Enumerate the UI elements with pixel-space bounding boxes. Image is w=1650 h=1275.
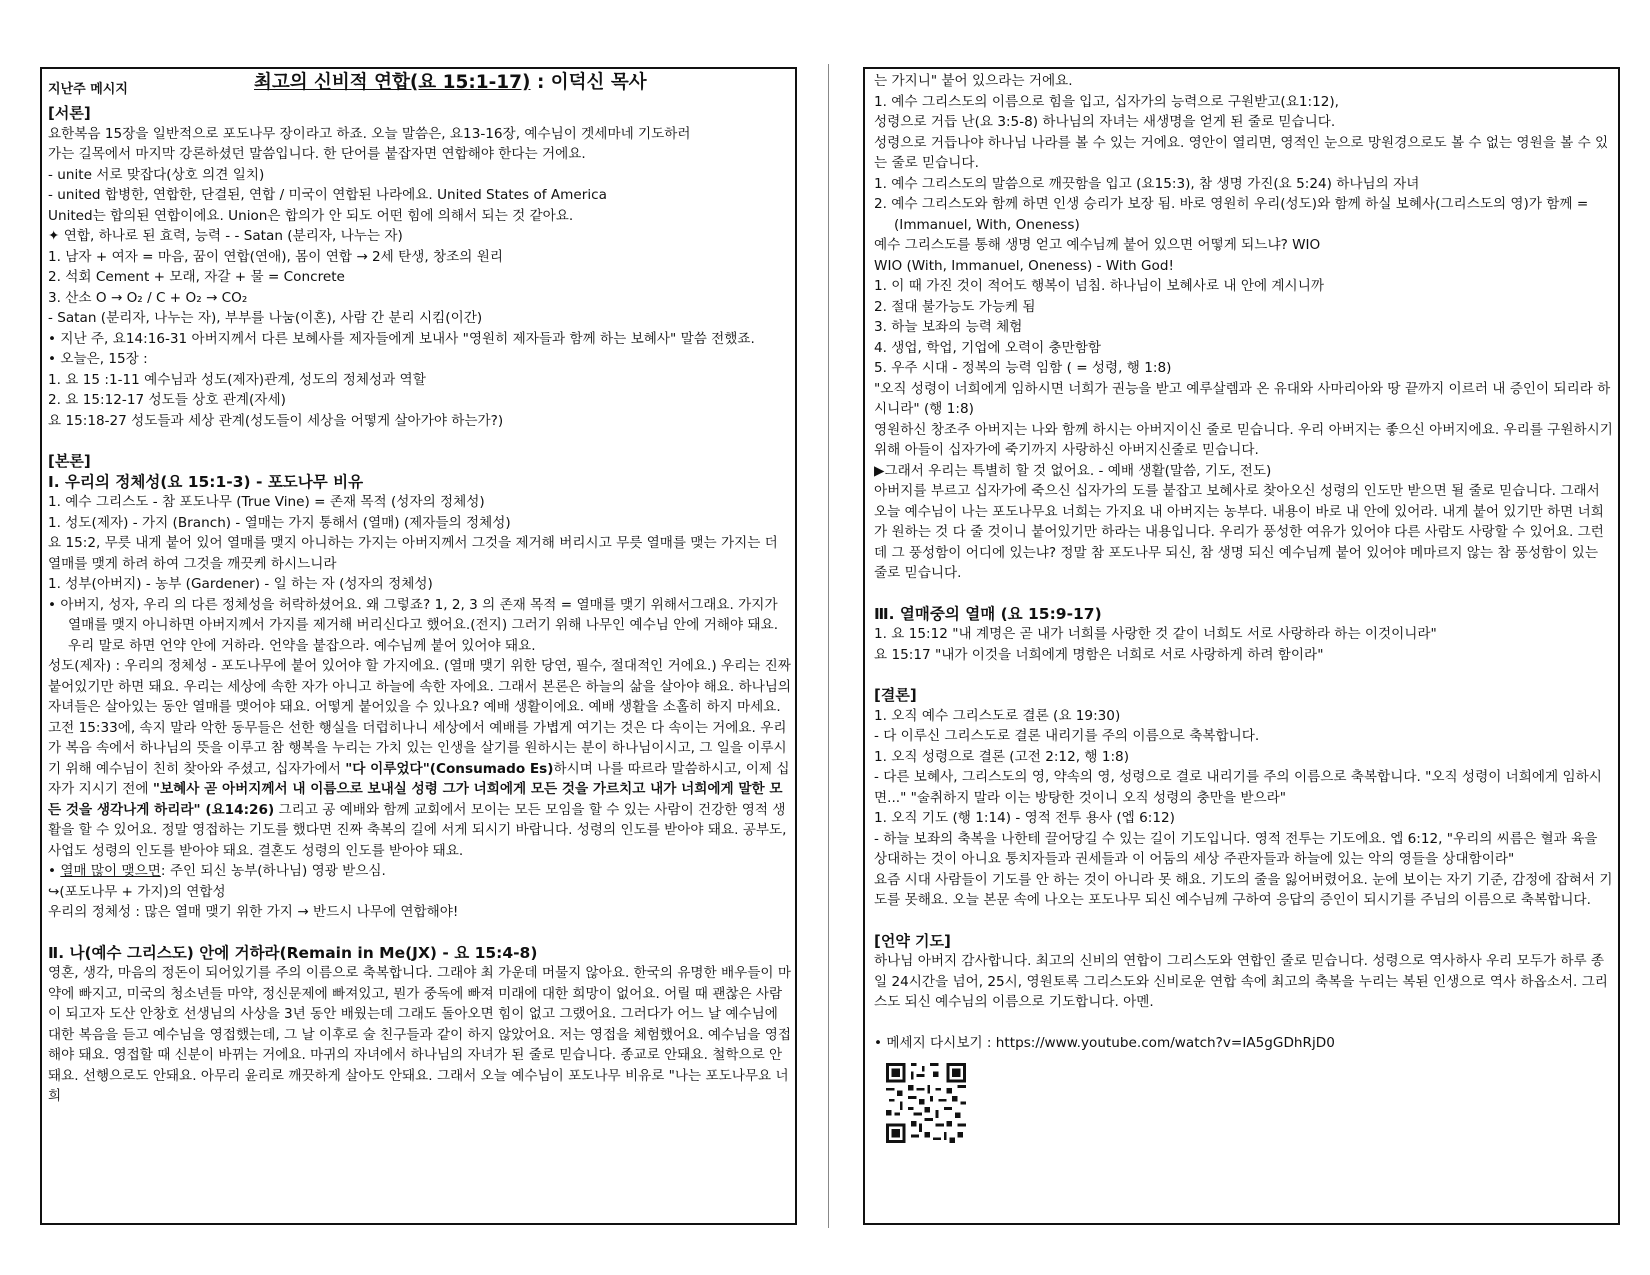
section-1-line: 1. 예수 그리스도 - 참 포도나무 (True Vine) = 존재 목적 (성자의 정체성) xyxy=(48,494,485,510)
sermon-title-text: 최고의 신비적 연합(요 15:1-17) xyxy=(254,72,531,93)
point-line: 1. 예수 그리스도의 이름으로 힘을 입고, 십자가의 능력으로 구원받고(요1:12), xyxy=(874,93,1339,110)
section-3-line: 1. 요 15:12 "내 계명은 곧 내가 너희를 사랑한 것 같이 너희도 서로 사랑하라 하는 이것이니라" xyxy=(874,626,1437,642)
intro-line: - united 합병한, 연합한, 단결된, 연합 / 미국이 연합된 나라에요. United States of America xyxy=(48,187,607,203)
intro-line: ✦ 연합, 하나로 된 효력, 능력 - - Satan (분리자, 나누는 자) xyxy=(48,228,403,244)
qr-code[interactable] xyxy=(886,1063,966,1143)
identity-text: 성도(제자) : 우리의 정체성 - 포도나무에 붙어 있어야 할 가지에요. (열매 맺기 위한 당연, 필수, 절대적인 거에요.) 우리는 진짜 붙어있기만 하면 돼요. 우리는 세상에 속한 자가 아니고 하늘에 속한 자에요. 그래서 본론은 하늘의 삶을 살아야 해요. 하나님의 자녀들은 살아있는 동안 열매를 맺어야 돼요. 어떻게 붙어있을 수 있나요? 예배 생활이에요. 예배 생활을 소홀히 하지 마세요. 고전 15:33에, 속지 말라 악한 동무들은 선한 행실을 더럽히나니 세상에서 예배를 가볍게 여기는 것은 다 속이는 거에요. 우리가 복음 속에서 하나님의 뜻을 이루고 참 행복을 누리는 가치 있는 인생을 살기를 원하시는 분이 하나님이시고, 그 일을 이루시기 위해 예수님이 친히 찾아와 주셨고, 십자가에서 xyxy=(48,658,791,777)
replay-link[interactable]: • 메세지 다시보기 : https://www.youtube.com/watch?v=IA5gGDhRjD0 xyxy=(874,1034,1335,1051)
left-column xyxy=(40,67,797,1225)
acts-quote: "오직 성령이 너희에게 임하시면 너희가 권능을 받고 예루살렘과 온 유대와 사마리아와 땅 끝까지 이르러 내 증인이 되리라 하시니라" (행 1:8) xyxy=(874,380,1611,417)
conclusion-line: 1. 오직 성령으로 결론 (고전 2:12, 행 1:8) xyxy=(874,748,1129,765)
intro-line: 요 15:18-27 성도들과 세상 관계(성도들이 세상을 어떻게 살아가야 하는가?) xyxy=(48,412,504,429)
special-line: ▶그래서 우리는 특별히 할 것 없어요. - 예배 생활(말씀, 기도, 전도) xyxy=(874,462,1272,479)
intro-line: United는 합의된 연합이에요. Union은 합의가 안 되도 어떤 힘에 의해서 되는 것 같아요. xyxy=(48,207,574,224)
identity-text-mid: 하시며 나를 따르라 말씀하시고, 이제 십자가 지시기 전에 xyxy=(48,760,790,797)
point-line: WIO (With, Immanuel, Oneness) - With God! xyxy=(874,257,1174,274)
conclusion-heading: [결론] xyxy=(874,686,917,704)
identity-bold-verse: "보혜사 곧 아버지께서 내 이름으로 보내실 성령 그가 너희에게 모든 것을 가르치고 내가 너희에게 말한 모든 것을 생각나게 하리라" (요14:26) xyxy=(48,781,783,818)
identity-paragraph xyxy=(48,656,791,861)
section-3-line: 요 15:17 "내가 이것을 너희에게 명함은 너희로 서로 사랑하게 하려 함이라" xyxy=(874,646,1324,663)
conclusion-prayer: - 하늘 보좌의 축복을 나한테 끌어당길 수 있는 길이 기도입니다. 영적 전투는 기도에요. 엡 6:12, "우리의 씨름은 혈과 육을 상대하는 것이 아니요 통치자들과 권세들과 이 어둠의 세상 주관자들과 하늘에 있는 악의 영들을 상대함이라" xyxy=(874,830,1598,867)
conclusion-prayer-heading: 1. 오직 기도 (행 1:14) - 영적 전투 용사 (엡 6:12) xyxy=(874,810,1175,826)
point-paragraph: 성령으로 거듭나야 하나님 나라를 볼 수 있는 거에요. 영안이 열리면, 영적인 눈으로 망원경으로도 볼 수 없는 영원을 볼 수 있는 줄로 믿습니다. xyxy=(874,134,1609,171)
list-item: 2. 절대 불가능도 가능케 됨 xyxy=(874,298,1036,315)
speaker: : 이덕신 목사 xyxy=(536,72,647,93)
abide-paragraph: 아버지를 부르고 십자가에 죽으신 십자가의 도를 붙잡고 보혜사로 찾아오신 성령의 인도만 받으면 될 줄로 믿습니다. 그래서 오늘 예수님이 나는 포도나무요 너희는 가지요 내 아버지는 농부다. 내용이 바로 내 안에 있어라. 내게 붙어 있기만 하면 너희가 원하는 것 다 줄 것이니 붙어있기만 하라는 내용입니다. 우리가 풍성한 여유가 있어야 다른 사람도 사랑할 수 있어요. 그런데 그 풍성함이 어디에 있는냐? 정말 참 포도나무 되신, 참 생명 되신 예수님께 붙어 있어야 메마르지 않는 참 풍성함이 있는 줄로 믿습니다. xyxy=(874,483,1604,581)
intro-line: 2. 요 15:12-17 성도들 상호 관계(자세) xyxy=(48,392,286,408)
section-1-heading: Ⅰ. 우리의 정체성(요 15:1-3) - 포도나무 비유 xyxy=(48,472,364,491)
intro-line: • 오늘은, 15장 : xyxy=(48,351,148,367)
intro-line: 2. 석회 Cement + 모래, 자갈 + 물 = Concrete xyxy=(48,269,345,285)
intro-line: - Satan (분리자, 나누는 자), 부부를 나눔(이혼), 사람 간 분리 시킴(이간) xyxy=(48,310,483,326)
fruit-bullet: • 열매 많이 맺으면: 주인 되신 농부(하나님) 영광 받으심. xyxy=(48,863,386,879)
identity-bold-quote: "다 이루었다"(Consumado Es) xyxy=(345,760,554,777)
section-1-bullet: • 아버지, 성자, 우리 의 다른 정체성을 허락하셨어요. 왜 그렇죠? 1, 2, 3 의 존재 목적 = 열매를 맺기 위해서그래요. 가지가 열매를 맺지 아니하면 아버지께서 가지를 제거해 버리신다고 했어요.(전지) 그러기 위해 나무인 예수님 안에 거해야 돼요. 우리 말로 하면 언약 안에 거하라. 언약을 붙잡으라. 예수님께 붙어 있어야 돼요. xyxy=(48,596,779,654)
list-item: 3. 하늘 보좌의 능력 체험 xyxy=(874,319,1023,335)
union-line: ↪(포도나무 + 가지)의 연합성 xyxy=(48,883,226,900)
conclusion-today: 요즘 시대 사람들이 기도를 안 하는 것이 아니라 못 해요. 기도의 줄을 잃어버렸어요. 눈에 보이는 자기 기준, 감정에 잡혀서 기도를 못해요. 오늘 본문 속에 나오는 포도나무 되신 예수님께 구하여 응답의 증인이 되시기를 주님의 이름으로 축복합니다. xyxy=(874,871,1613,908)
point-paragraph: 2. 예수 그리스도와 함께 하면 인생 승리가 보장 됨. 바로 영원히 우리(성도)와 함께 하실 보혜사(그리스도의 영)가 함께 = (Immanuel, With, Oneness) xyxy=(874,196,1589,233)
section-2-heading: Ⅱ. 나(예수 그리스도) 안에 거하라(Remain in Me(JX) - 요 15:4-8) xyxy=(48,943,538,962)
sermon-title xyxy=(254,73,647,94)
section-2-paragraph: 영혼, 생각, 마음의 정돈이 되어있기를 주의 이름으로 축복합니다. 그래야 최 가운데 머물지 않아요. 한국의 유명한 배우들이 마약에 빠지고, 미국의 청소년들 마약, 정신문제에 빠져있고, 뭔가 중독에 빠져 미래에 대한 희망이 없어요. 어릴 때 괜찮은 사람이 되고자 도산 안창호 선생님의 사상을 3년 동안 배웠는데 그래도 돌아오면 힘이 없고 그랬어요. 그러다가 어느 날 예수님에 대한 복음을 듣고 예수님을 영접했는데, 그 날 이후로 술 친구들과 같이 하지 않았어요. 저는 영접을 체험했어요. 예수님을 영접해야 돼요. 영접할 때 신분이 바뀌는 거에요. 마귀의 자녀에서 하나님의 자녀가 된 줄로 믿습니다. 종교로 안돼요. 철학으로 안돼요. 선행으로도 안돼요. 아무리 윤리로 깨끗하게 살아도 안돼요. 그래서 오늘 예수님이 포도나무 비유로 "나는 포도나무요 너희 xyxy=(48,965,791,1104)
intro-line: 3. 산소 O → O₂ / C + O₂ → CO₂ xyxy=(48,289,248,306)
covenant-prayer: 하나님 아버지 감사합니다. 최고의 신비의 연합이 그리스도와 연합인 줄로 믿습니다. 성령으로 역사하사 우리 모두가 하루 종일 24시간을 넘어, 25시, 영원토록 그리스도와 신비로운 연합 속에 최고의 축복을 누리는 복된 인생으로 역사 하옵소서. 그리스도 되신 예수님의 이름으로 기도합니다. 아멘. xyxy=(874,953,1608,1010)
title-row xyxy=(48,73,791,103)
body-heading: [본론] xyxy=(48,452,91,470)
point-line: 1. 예수 그리스도의 말씀으로 깨끗함을 입고 (요15:3), 참 생명 가진(요 5:24) 하나님의 자녀 xyxy=(874,175,1420,192)
list-item: 4. 생업, 학업, 기업에 오력이 충만함함 xyxy=(874,339,1102,356)
intro-line: 1. 남자 + 여자 = 마음, 꿈이 연합(연애), 몸이 연합 → 2세 탄생, 창조의 원리 xyxy=(48,248,504,265)
section-1-verse: 요 15:2, 무릇 내게 붙어 있어 열매를 맺지 아니하는 가지는 아버지께서 그것을 제거해 버리시고 무릇 열매를 맺는 가지는 더 열매를 맺게 하려 하여 그것을 깨끗케 하시느니라 xyxy=(48,535,778,572)
point-line: 성령으로 거듭 난(요 3:5-8) 하나님의 자녀는 새생명을 얻게 된 줄로 믿습니다. xyxy=(874,114,1336,130)
last-week-label: 지난주 메시지 xyxy=(48,82,128,97)
father-paragraph: 영원하신 창조주 아버지는 나와 함께 하시는 아버지이신 줄로 믿습니다. 우리 아버지는 좋으신 아버지에요. 우리를 구원하시기 위해 아들이 십자가에 죽기까지 사랑하신 아버지신줄로 믿습니다. xyxy=(874,421,1613,458)
list-item: 5. 우주 시대 - 정복의 능력 임함 ( = 성령, 행 1:8) xyxy=(874,360,1172,376)
intro-line: 가는 길목에서 마지막 강론하셨던 말씀입니다. 한 단어를 붙잡자면 연합해야 한다는 거에요. xyxy=(48,146,586,162)
identity-text-end: 그리고 공 예배와 함께 교회에서 모이는 모든 모임을 할 수 있는 사람이 건강한 영적 생활을 할 수 있어요. 정말 영접하는 기도를 했다면 진짜 축복의 길에 서게 되시기 바랍니다. 성령의 인도를 받아야 돼요. 공부도, 사업도 성령의 인도를 받아야 돼요. 결혼도 성령의 인도를 받아야 돼요. xyxy=(48,801,787,859)
list-item: 1. 이 때 가진 것이 적어도 행복이 넘침. 하나님이 보혜사로 내 안에 계시니까 xyxy=(874,278,1324,294)
conclusion-line: - 다 이루신 그리스도로 결론 내리기를 주의 이름으로 축복합니다. xyxy=(874,728,1260,744)
conclusion-spirit: - 다른 보혜사, 그리스도의 영, 약속의 영, 성령으로 결로 내리기를 주의 이름으로 축복합니다. "오직 성령이 너희에게 임하시면..." "술취하지 말라 이는 방탕한 것이니 오직 성령의 충만을 받으라" xyxy=(874,769,1602,806)
covenant-heading: [언약 기도] xyxy=(874,931,951,950)
right-column xyxy=(863,67,1620,1225)
point-line: 예수 그리스도를 통해 생명 얻고 예수님께 붙어 있으면 어떻게 되느냐? WIO xyxy=(874,237,1321,253)
section-3-heading: Ⅲ. 열매중의 열매 (요 15:9-17) xyxy=(874,604,1102,623)
identity-summary: 우리의 정체성 : 많은 열매 맺기 위한 가지 → 반드시 나무에 연합해야! xyxy=(48,904,459,920)
conclusion-line: 1. 오직 예수 그리스도로 결론 (요 19:30) xyxy=(874,707,1121,724)
intro-line: 1. 요 15 :1-11 예수님과 성도(제자)관계, 성도의 정체성과 역할 xyxy=(48,371,426,388)
intro-heading: [서론] xyxy=(48,104,91,122)
intro-line: 요한복음 15장을 일반적으로 포도나무 장이라고 하죠. 오늘 말씀은, 요13-16장, 예수님이 겟세마네 기도하러 xyxy=(48,125,691,142)
section-1-line: 1. 성부(아버지) - 농부 (Gardener) - 일 하는 자 (성자의 정체성) xyxy=(48,576,433,592)
section-1-line: 1. 성도(제자) - 가지 (Branch) - 열매는 가지 통해서 (열매) (제자들의 정체성) xyxy=(48,514,511,531)
center-divider xyxy=(828,64,829,1228)
intro-line: - unite 서로 맞잡다(상호 의견 일치) xyxy=(48,166,265,183)
intro-bullet: • 지난 주, 요14:16-31 아버지께서 다른 보혜사를 제자들에게 보내사 "영원히 제자들과 함께 하는 보혜사" 말씀 전했죠. xyxy=(48,330,755,347)
continued-line: 는 가지니" 붙어 있으라는 거에요. xyxy=(874,73,1073,89)
